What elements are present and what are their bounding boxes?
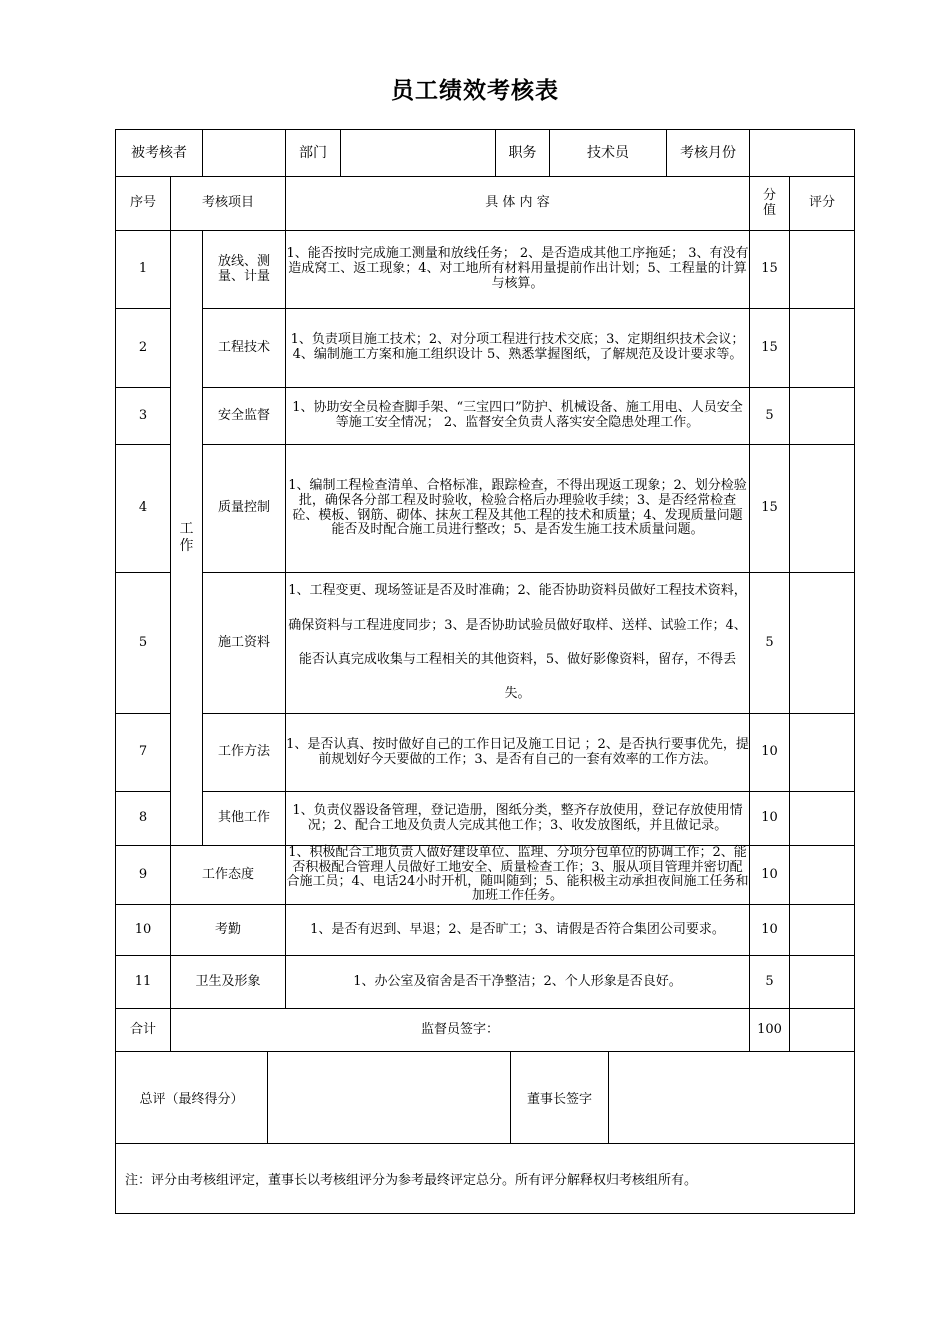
- row-content: 1、是否有迟到、早退；2、是否旷工；3、请假是否符合集团公司要求。: [286, 905, 750, 956]
- row-item: 卫生及形象: [171, 956, 286, 1009]
- department-field[interactable]: [341, 130, 496, 177]
- table-row: [116, 905, 855, 956]
- chairman-signature-field[interactable]: [609, 1052, 855, 1144]
- examinee-label: 被考核者: [116, 130, 203, 177]
- table-row: [116, 714, 855, 792]
- row-points: 5: [750, 956, 790, 1009]
- appraisal-table: [115, 129, 855, 1052]
- row-item: 安全监督: [203, 388, 286, 445]
- summary-table: [115, 1051, 855, 1214]
- page-title: 员工绩效考核表: [391, 77, 559, 104]
- row-content: 1、负责仪器设备管理，登记造册，图纸分类，整齐存放使用，登记存放使用情况；2、配合工地及负责人完成其他工作；3、收发放图纸，并且做记录。: [286, 792, 750, 846]
- row-score-field[interactable]: [790, 792, 855, 846]
- position-field[interactable]: 技术员: [550, 130, 667, 177]
- row-points: 10: [750, 905, 790, 956]
- row-points: 15: [750, 445, 790, 573]
- row-points: 10: [750, 714, 790, 792]
- col-content-header: 具 体 内 容: [286, 177, 750, 231]
- footnote: 注：评分由考核组评定，董事长以考核组评分为参考最终评定总分。所有评分解释权归考核组所有。: [116, 1144, 855, 1214]
- position-label: 职务: [496, 130, 550, 177]
- row-score-field[interactable]: [790, 956, 855, 1009]
- note-row: [116, 1144, 855, 1214]
- row-content: 1、编制工程检查清单、合格标准，跟踪检查，不得出现返工现象；2、划分检验批，确保各分部工程及时验收，检验合格后办理验收手续；3、是否经常检查砼、模板、钢筋、砌体、抹灰工程及其他工程的技术和质量；4、发现质量问题能否及时配合施工员进行整改；5、是否发生施工技术质量问题。: [286, 445, 750, 573]
- row-score-field[interactable]: [790, 846, 855, 905]
- row-score-field[interactable]: [790, 388, 855, 445]
- work-group-label: 工作: [179, 520, 194, 554]
- row-item: [203, 231, 286, 309]
- table-row: [116, 309, 855, 388]
- row-item: 施工资料: [203, 573, 286, 714]
- row-points: 10: [750, 846, 790, 905]
- row-score-field[interactable]: [790, 231, 855, 309]
- row-score-field[interactable]: [790, 573, 855, 714]
- row-no: 1: [116, 231, 171, 309]
- row-item: 考勤: [171, 905, 286, 956]
- row-no: 11: [116, 956, 171, 1009]
- col-points-header: [750, 177, 790, 231]
- row-item: 工程技术: [203, 309, 286, 388]
- row-content: 1、能否按时完成施工测量和放线任务； 2、是否造成其他工序拖延； 3、有没有造成窝工、返工现象；4、对工地所有材料用量提前作出计划；5、工程量的计算与核算。: [286, 231, 750, 309]
- row-points: 10: [750, 792, 790, 846]
- row-points: 5: [750, 573, 790, 714]
- row-score-field[interactable]: [790, 905, 855, 956]
- row-content: 1、办公室及宿舍是否干净整洁；2、个人形象是否良好。: [286, 956, 750, 1009]
- column-header-row: [116, 177, 855, 231]
- total-row: [116, 1009, 855, 1052]
- table-row: [116, 573, 855, 714]
- row-points: 15: [750, 309, 790, 388]
- col-score-header: 评分: [790, 177, 855, 231]
- row-no: 8: [116, 792, 171, 846]
- month-label: 考核月份: [667, 130, 750, 177]
- table-row: [116, 388, 855, 445]
- header-row: [116, 130, 855, 177]
- col-points-label: 分值: [762, 187, 776, 218]
- table-row: [116, 445, 855, 573]
- total-score-field[interactable]: [790, 1009, 855, 1052]
- row-no: 5: [116, 573, 171, 714]
- chairman-signature-label: 董事长签字: [511, 1052, 609, 1144]
- row-no: 7: [116, 714, 171, 792]
- row-content: 1、工程变更、现场签证是否及时准确；2、能否协助资料员做好工程技术资料，确保资料与工程进度同步；3、是否协助试验员做好取样、送样、试验工作；4、能否认真完成收集与工程相关的其他资料，5、做好影像资料，留存，不得丢失。: [286, 573, 750, 714]
- row-score-field[interactable]: [790, 445, 855, 573]
- table-row: [116, 846, 855, 905]
- final-score-label: 总评（最终得分）: [116, 1052, 268, 1144]
- row-score-field[interactable]: [790, 714, 855, 792]
- table-row: [116, 792, 855, 846]
- total-label: 合计: [116, 1009, 171, 1052]
- row-points: 5: [750, 388, 790, 445]
- month-field[interactable]: [750, 130, 855, 177]
- row-content: 1、负责项目施工技术；2、对分项工程进行技术交底；3、定期组织技术会议；4、编制施工方案和施工组织设计 5、熟悉掌握图纸，了解规范及设计要求等。: [286, 309, 750, 388]
- row-points: 15: [750, 231, 790, 309]
- row-content: 1、协助安全员检查脚手架、“三宝四口”防护、机械设备、施工用电、人员安全等施工安全情况； 2、监督安全负责人落实安全隐患处理工作。: [286, 388, 750, 445]
- row-item: 质量控制: [203, 445, 286, 573]
- work-group-cell: [171, 231, 203, 846]
- row-no: 2: [116, 309, 171, 388]
- row-content: 1、是否认真、按时做好自己的工作日记及施工日记 ；2、是否执行要事优先，提前规划好今天要做的工作；3、是否有自己的一套有效率的工作方法。: [286, 714, 750, 792]
- department-label: 部门: [286, 130, 341, 177]
- row-item: 工作方法: [203, 714, 286, 792]
- col-no-header: 序号: [116, 177, 171, 231]
- examinee-field[interactable]: [203, 130, 286, 177]
- table-row: [116, 231, 855, 309]
- row-content: 1、积极配合工地负责人做好建设单位、监理、分项分包单位的协调工作；2、能否积极配合管理人员做好工地安全、质量检查工作；3、服从项目管理并密切配合施工员；4、电话24小时开机，随叫随到；5、能积极主动承担夜间施工任务和加班工作任务。: [286, 845, 749, 904]
- table-row: [116, 956, 855, 1009]
- final-score-field[interactable]: [268, 1052, 511, 1144]
- total-points: 100: [750, 1009, 790, 1052]
- row-item: 其他工作: [203, 792, 286, 846]
- row-no: 10: [116, 905, 171, 956]
- summary-row: [116, 1052, 855, 1144]
- row-item-label: 放线、测量、计量: [217, 253, 270, 284]
- row-item: 工作态度: [171, 846, 286, 905]
- row-no: 4: [116, 445, 171, 573]
- row-score-field[interactable]: [790, 309, 855, 388]
- row-no: 9: [116, 846, 171, 905]
- supervisor-signature-label: 监督员签字：: [171, 1009, 750, 1052]
- row-no: 3: [116, 388, 171, 445]
- col-item-header: 考核项目: [171, 177, 286, 231]
